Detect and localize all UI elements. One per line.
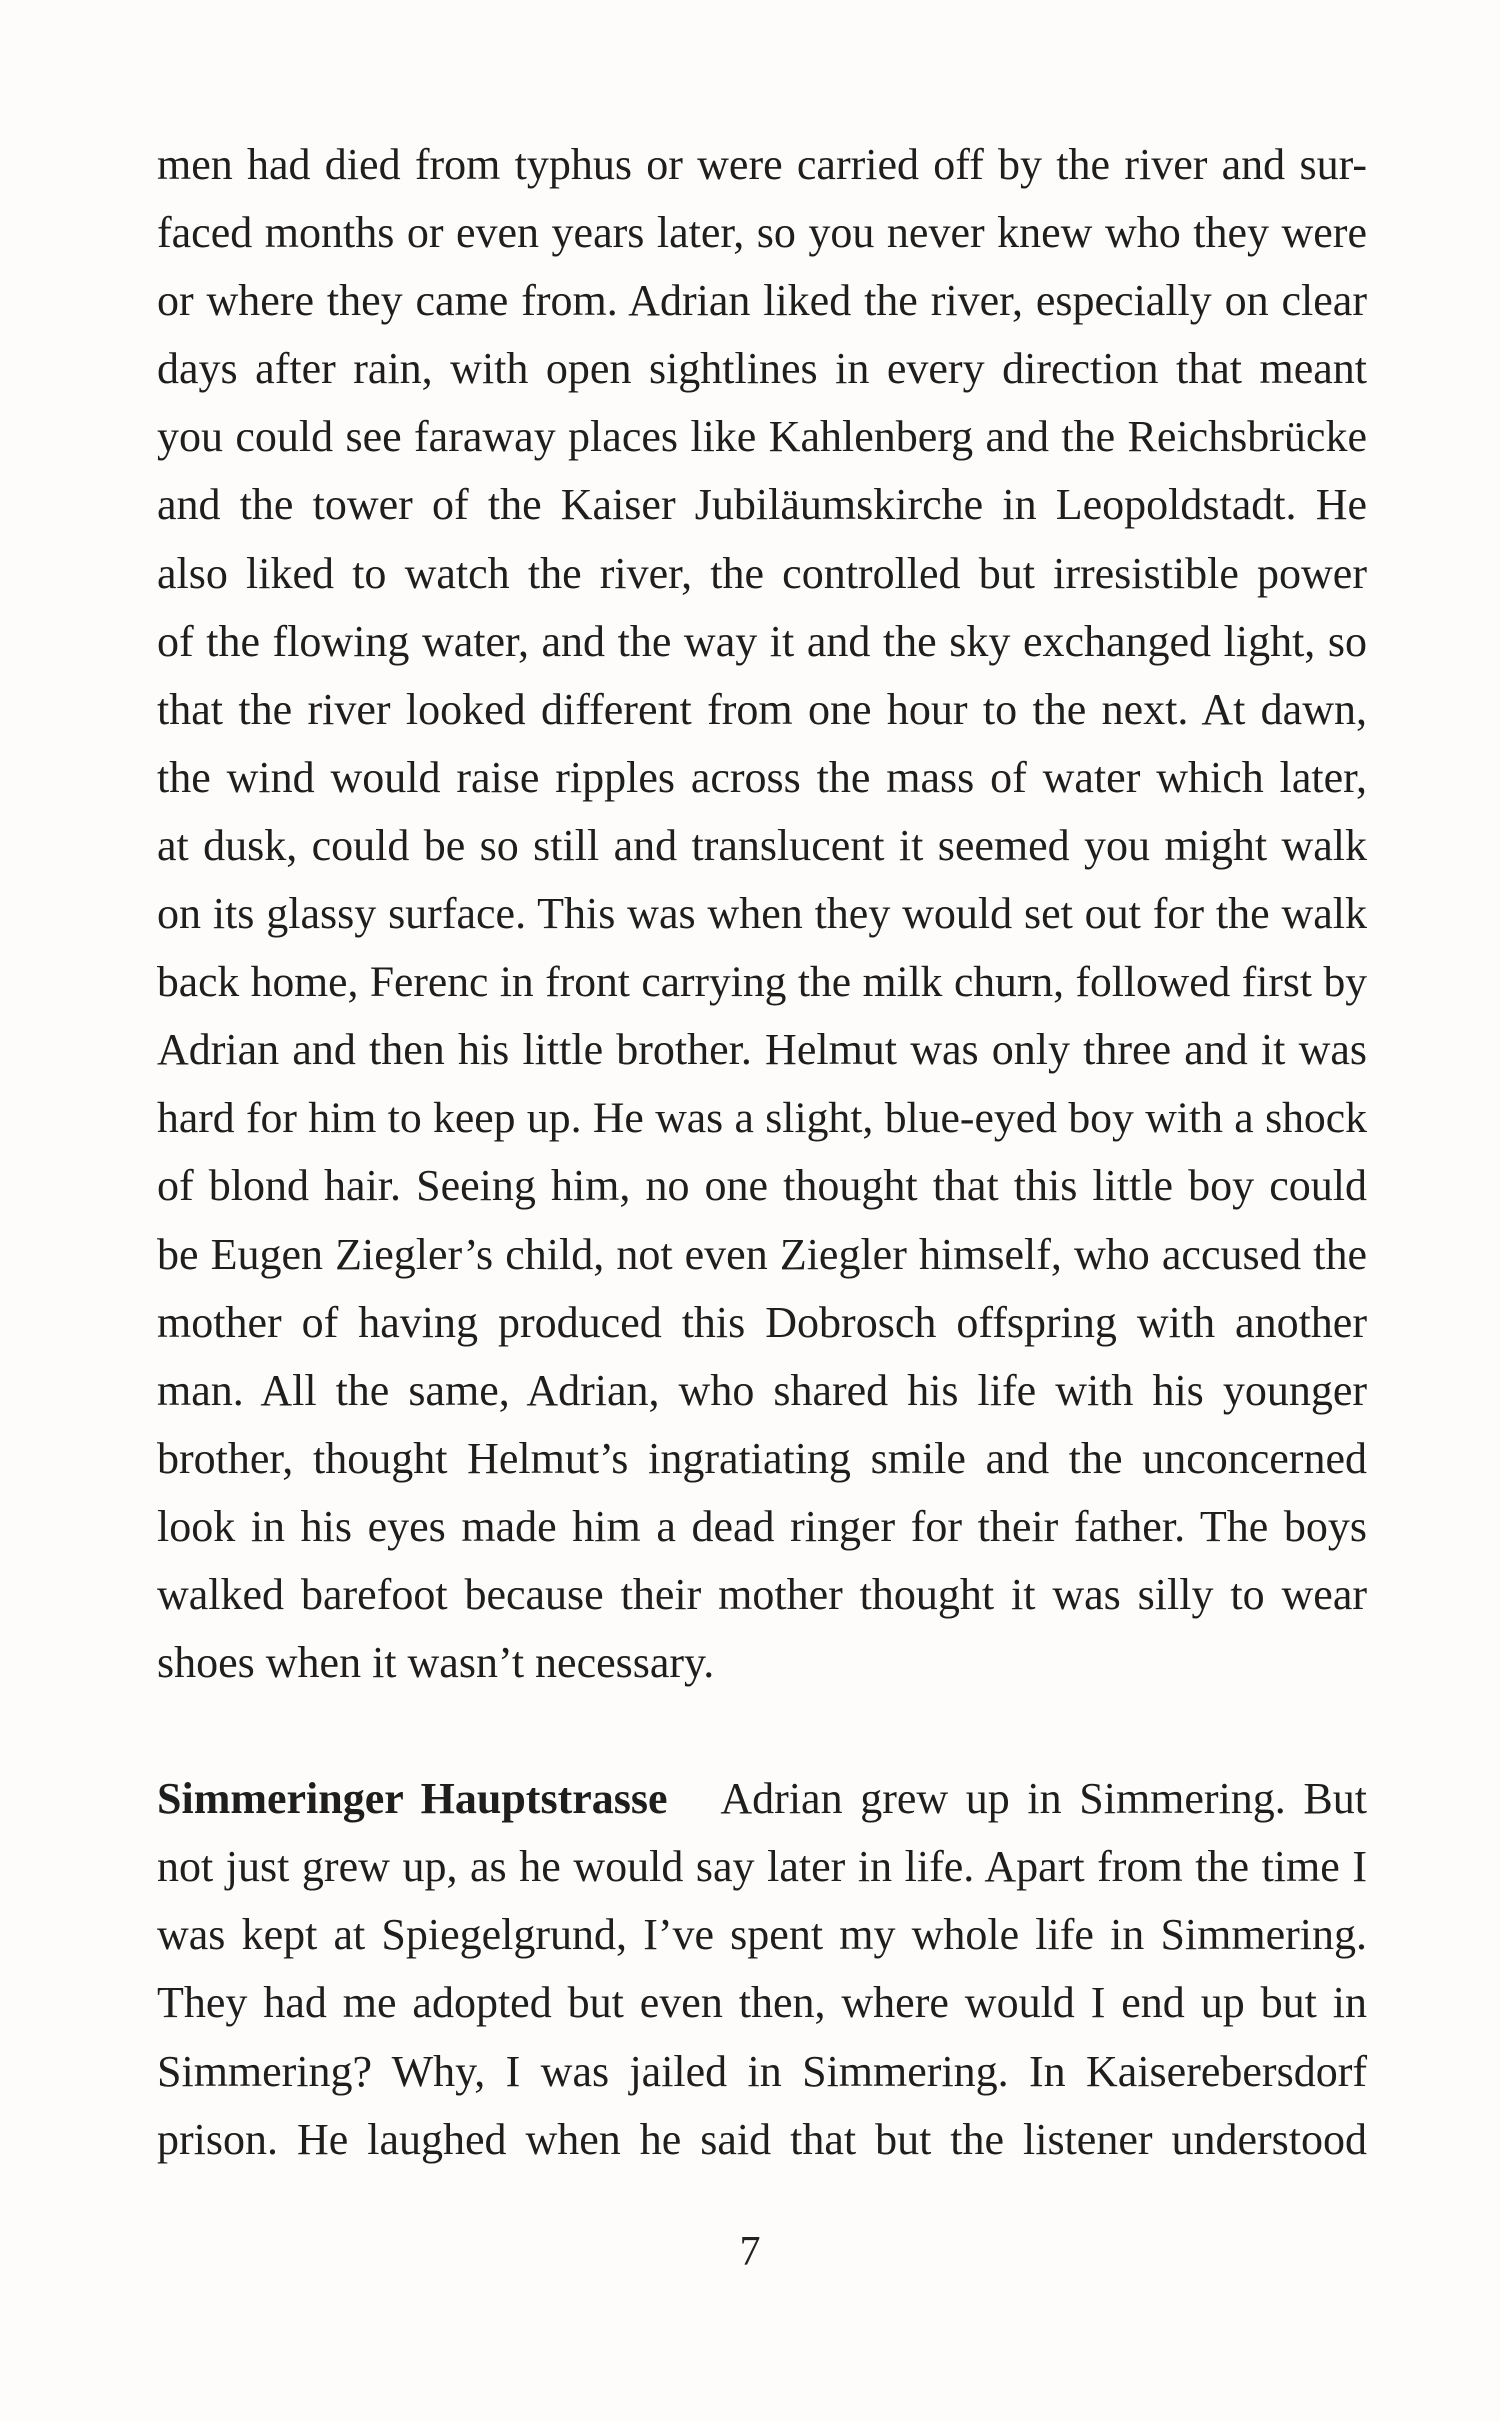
- text-line: you could see faraway places like Kahlenberg and the Reichsbrücke: [157, 412, 1367, 462]
- text-line: man. All the same, Adrian, who shared his life with his younger: [157, 1365, 1367, 1415]
- text-line: be Eugen Ziegler’s child, not even Ziegler himself, who accused the: [157, 1229, 1367, 1279]
- text-line: and the tower of the Kaiser Jubiläumskirche in Leopoldstadt. He: [157, 480, 1367, 530]
- text-line: Simmering? Why, I was jailed in Simmering. In Kaiserebersdorf: [157, 2046, 1367, 2096]
- text-line: faced months or even years later, so you never knew who they were: [157, 208, 1367, 258]
- paragraph-simmering: [157, 1765, 1367, 2174]
- text-line: mother of having produced this Dobrosch offspring with another: [157, 1297, 1367, 1347]
- text-line: or where they came from. Adrian liked the river, especially on clear: [157, 276, 1367, 326]
- text-line: prison. He laughed when he said that but the listener understood: [157, 2114, 1367, 2164]
- text-line: also liked to watch the river, the controlled but irresistible power: [157, 548, 1367, 598]
- text-line: that the river looked different from one hour to the next. At dawn,: [157, 684, 1367, 734]
- heading-line-text: Adrian grew up in Simmering. But: [720, 1774, 1367, 1824]
- text-line: They had me adopted but even then, where would I end up but in: [157, 1978, 1367, 2028]
- section-heading: Simmeringer Hauptstrasse: [157, 1774, 668, 1824]
- text-line: days after rain, with open sightlines in every direction that meant: [157, 344, 1367, 394]
- text-line: back home, Ferenc in front carrying the milk churn, followed first by: [157, 958, 1367, 1007]
- text-line: shoes when it wasn’t necessary.: [157, 1638, 715, 1688]
- text-line: the wind would raise ripples across the mass of water which later,: [157, 752, 1367, 802]
- page-body: [157, 131, 1367, 2174]
- text-line: of blond hair. Seeing him, no one thought that this little boy could: [157, 1161, 1367, 1211]
- text-line: not just grew up, as he would say later in life. Apart from the time I: [157, 1842, 1367, 1892]
- text-line-with-heading: [157, 1765, 1367, 1833]
- text-line: brother, thought Helmut’s ingratiating smile and the unconcerned: [157, 1433, 1367, 1483]
- text-line: walked barefoot because their mother thought it was silly to wear: [157, 1569, 1367, 1619]
- text-line: of the flowing water, and the way it and the sky exchanged light, so: [157, 616, 1367, 666]
- text-line: at dusk, could be so still and translucent it seemed you might walk: [157, 820, 1367, 870]
- text-line: on its glassy surface. This was when they would set out for the walk: [157, 889, 1367, 939]
- page-number: 7: [739, 2229, 761, 2275]
- text-line: look in his eyes made him a dead ringer for their father. The boys: [157, 1501, 1367, 1551]
- text-line: hard for him to keep up. He was a slight, blue-eyed boy with a shock: [157, 1094, 1367, 1143]
- text-line: Adrian and then his little brother. Helmut was only three and it was: [157, 1025, 1367, 1075]
- text-line: was kept at Spiegelgrund, I’ve spent my whole life in Simmering.: [157, 1910, 1367, 1960]
- paragraph-river: [157, 131, 1367, 1697]
- section-gap: [157, 1697, 1367, 1765]
- text-line: men had died from typhus or were carried off by the river and sur-: [157, 140, 1367, 189]
